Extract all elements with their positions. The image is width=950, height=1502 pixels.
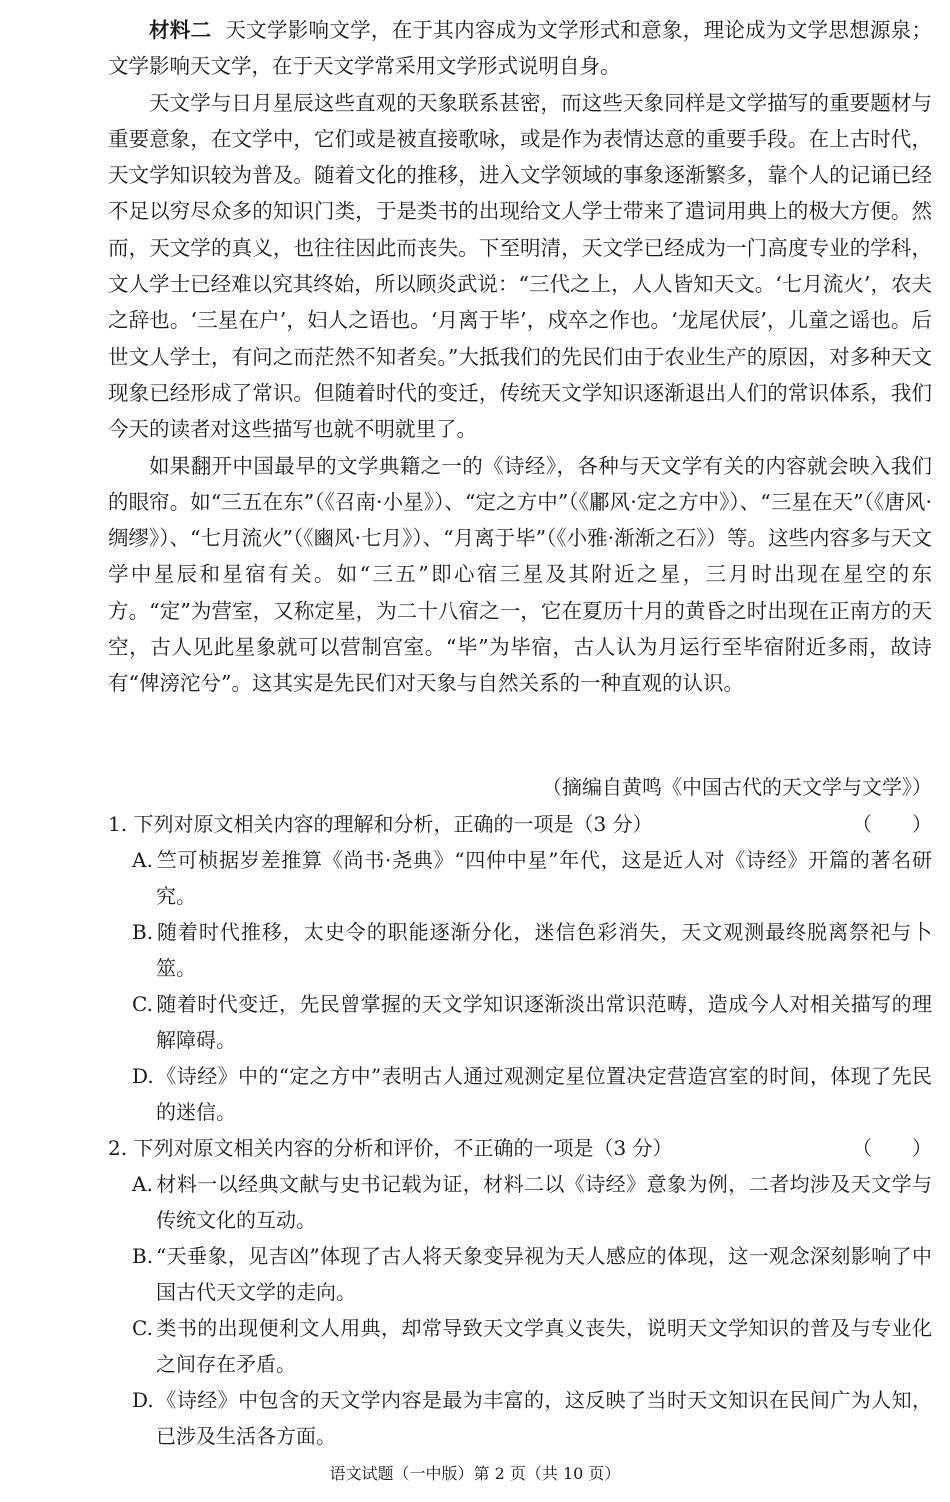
option-b[interactable] [108,914,932,986]
material-heading: 材料二 [149,18,212,42]
source-citation: （摘编自黄鸣《中国古代的天文学与文学》） [542,775,932,799]
option-text: 类书的出现便利文人用典，却常导致天文学真义丧失，说明天文学知识的普及与专业化之间存在矛盾。 [156,1316,932,1376]
answer-bracket[interactable]: （ ） [852,1136,932,1160]
option-text: 《诗经》中包含的天文学内容是最为丰富的，这反映了当时天文知识在民间广为人知，已涉及生活各方面。 [156,1388,932,1448]
option-letter: C. [132,992,153,1016]
question-stem [108,806,932,842]
option-text: 随着时代变迁，先民曾掌握的天文学知识逐渐淡出常识范畴，造成今人对相关描写的理解障碍。 [156,992,932,1052]
question-stem-text: 1. 下列对原文相关内容的理解和分析，正确的一项是（3 分） [108,812,653,836]
option-letter: D. [132,1388,154,1412]
option-text: 竺可桢据岁差推算《尚书·尧典》“四仲中星”年代，这是近人对《诗经》开篇的著名研究。 [156,848,932,908]
material-paragraph-1 [108,12,932,85]
option-letter: C. [132,1316,153,1340]
option-text: 材料一以经典文献与史书记载为证，材料二以《诗经》意象为例，二者均涉及天文学与传统文化的互动。 [156,1172,932,1232]
option-c[interactable] [108,986,932,1058]
option-text: “天垂象，见吉凶”体现了古人将天象变异视为天人感应的体现，这一观念深刻影响了中国古代天文学的走向。 [156,1244,932,1304]
page-footer: 语文试题（一中版）第 2 页（共 10 页） [329,1464,621,1483]
option-c[interactable] [108,1310,932,1382]
option-a[interactable] [108,842,932,914]
option-d[interactable] [108,1382,932,1454]
material-paragraph-2: 天文学与日月星辰这些直观的天象联系甚密，而这些天象同样是文学描写的重要题材与重要意象，在文学中，它们或是被直接歌咏，或是作为表情达意的重要手段。在上古时代，天文学知识较为普及。随着文化的推移，进入文学领域的事象逐渐繁多，靠个人的记诵已经不足以穷尽众多的知识门类，于是类书的出现给文人学士带来了遣词用典上的极大方便。然而，天文学的真义，也往往因此而丧失。下至明清，天文学已经成为一门高度专业的学科，文人学士已经难以究其终始，所以顾炎武说：“三代之上，人人皆知天文。‘七月流火’，农夫之辞也。‘三星在户’，妇人之语也。‘月离于毕’，戍卒之作也。‘龙尾伏辰’，儿童之谣也。后世文人学士，有问之而茫然不知者矣。”大抵我们的先民们由于农业生产的原因，对多种天文现象已经形成了常识。但随着时代的变迁，传统天文学知识逐渐退出人们的常识体系，我们今天的读者对这些描写也就不明就里了。 [108,90,932,442]
option-d[interactable] [108,1058,932,1130]
option-a[interactable] [108,1166,932,1238]
option-text: 《诗经》中的“定之方中”表明古人通过观测定星位置决定营造宫室的时间，体现了先民的迷信。 [156,1064,932,1124]
option-letter: B. [132,1244,154,1268]
option-letter: B. [132,920,154,944]
material-two [108,12,932,702]
option-letter: A. [132,848,153,872]
option-letter: D. [132,1064,154,1088]
question-stem-text: 2. 下列对原文相关内容的分析和评价，不正确的一项是（3 分） [108,1136,673,1160]
material-paragraph-3: 如果翻开中国最早的文学典籍之一的《诗经》，各种与天文学有关的内容就会映入我们的眼帘。如“三五在东”（《召南·小星》）、“定之方中”（《鄘风·定之方中》）、“三星在天”（《唐风·绸缪》）、“七月流火”（《豳风·七月》）、“月离于毕”（《小雅·渐渐之石》）等。这些内容多与天文学中星辰和星宿有关。如“三五”即心宿三星及其附近之星，三月时出现在星空的东方。“定”为营室，又称定星，为二十八宿之一，它在夏历十月的黄昏之时出现在正南方的天空，古人见此星象就可以营制宫室。“毕”为毕宿，古人认为月运行至毕宿附近多雨，故诗有“俾滂沱兮”。这其实是先民们对天象与自然关系的一种直观的认识。 [108,453,932,696]
question-stem [108,1130,932,1166]
paragraph-text: 天文学影响文学，在于其内容成为文学形式和意象，理论成为文学思想源泉；文学影响天文学，在于天文学常采用文学形式说明自身。 [108,18,932,79]
answer-bracket[interactable]: （ ） [852,812,932,836]
option-letter: A. [132,1172,153,1196]
question-2 [108,1130,932,1454]
option-text: 随着时代推移，太史令的职能逐渐分化，迷信色彩消失，天文观测最终脱离祭祀与卜筮。 [156,920,932,980]
question-1 [108,806,932,1130]
option-b[interactable] [108,1238,932,1310]
